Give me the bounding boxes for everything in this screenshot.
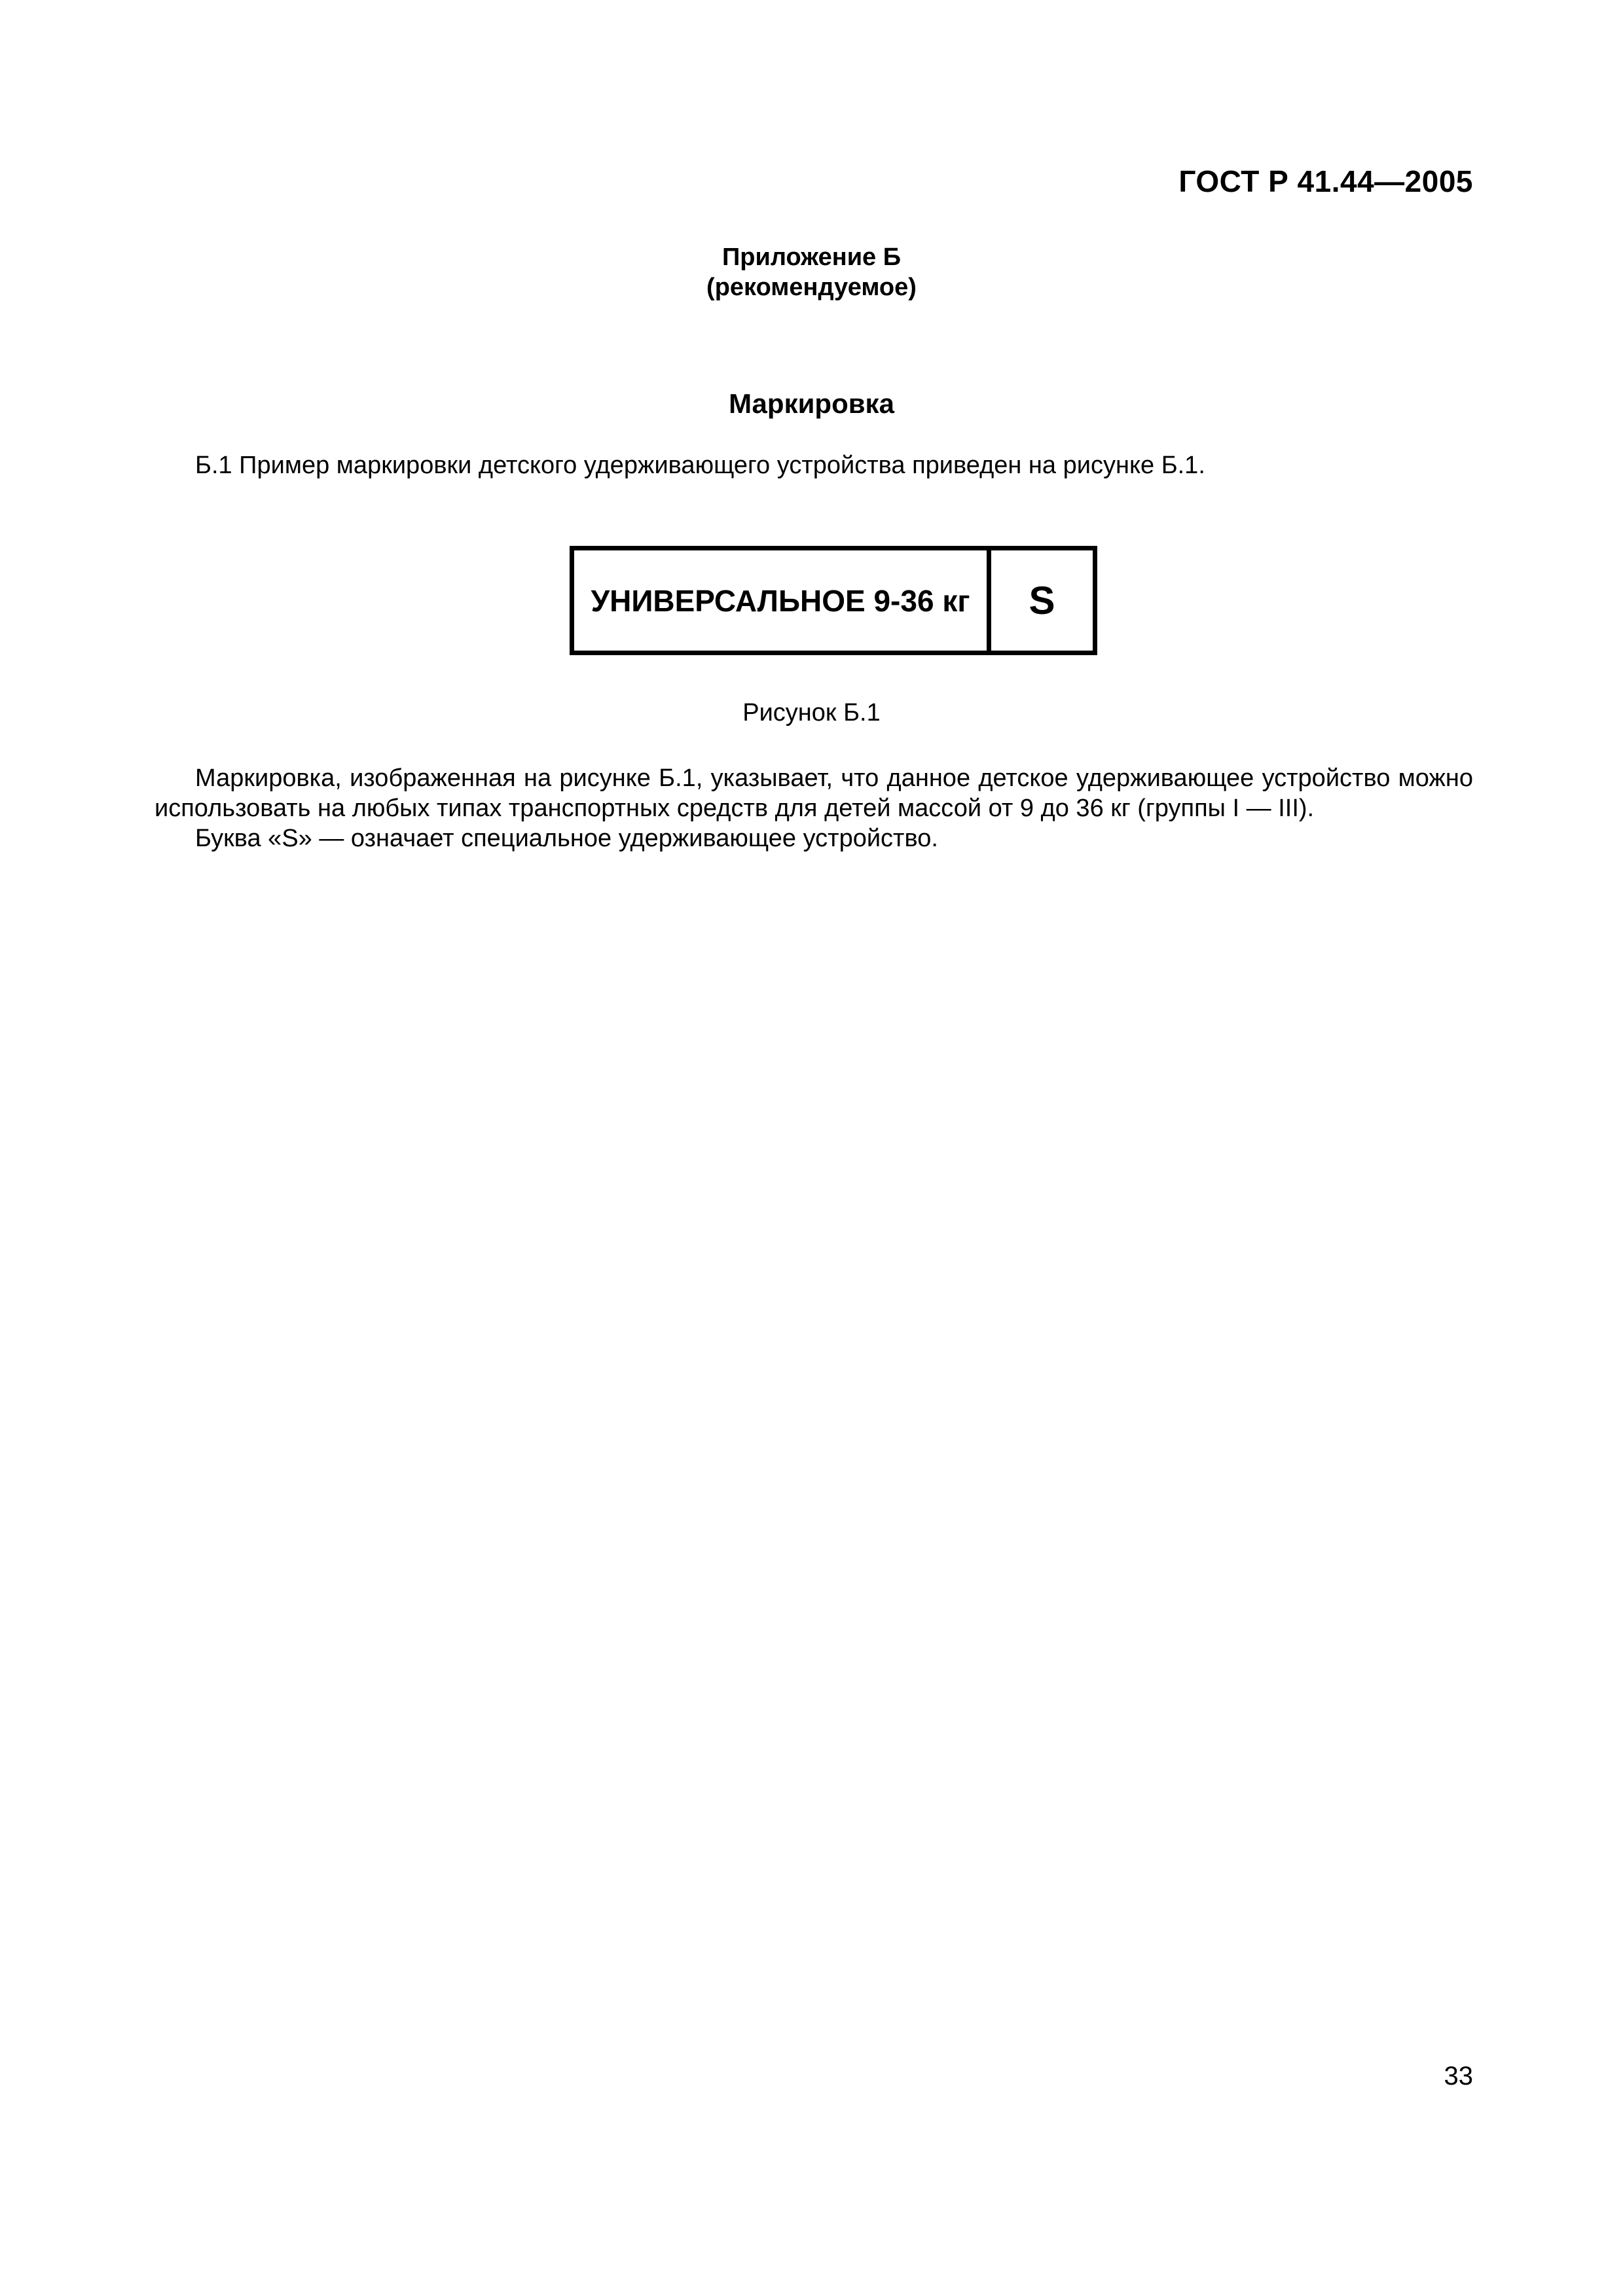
annex-heading xyxy=(0,242,1623,302)
body-paragraph-2: Буква «S» — означает специальное удерживающее устройство. xyxy=(195,825,938,852)
marking-label-figure xyxy=(570,546,1097,655)
annex-status: (рекомендуемое) xyxy=(706,274,917,301)
body-text xyxy=(155,763,1473,853)
body-paragraph-1: Маркировка, изображенная на рисунке Б.1, указывает, что данное детское удерживающее устройство можно использовать на любых типах транспортных средств для детей массой от 9 до 36 кг (группы I — III). xyxy=(155,764,1473,822)
standard-number: ГОСТ Р 41.44—2005 xyxy=(1178,164,1473,198)
section-title: Маркировка xyxy=(729,388,894,419)
page-number: 33 xyxy=(1444,2062,1473,2090)
marking-letter: S xyxy=(1029,579,1055,622)
figure-caption: Рисунок Б.1 xyxy=(742,699,881,726)
annex-title: Приложение Б xyxy=(721,243,902,271)
clause-b1-text: Б.1 Пример маркировки детского удерживающего устройства приведен на рисунке Б.1. xyxy=(195,452,1205,479)
marking-main-text: УНИВЕРСАЛЬНОЕ 9-36 кг xyxy=(574,550,991,651)
